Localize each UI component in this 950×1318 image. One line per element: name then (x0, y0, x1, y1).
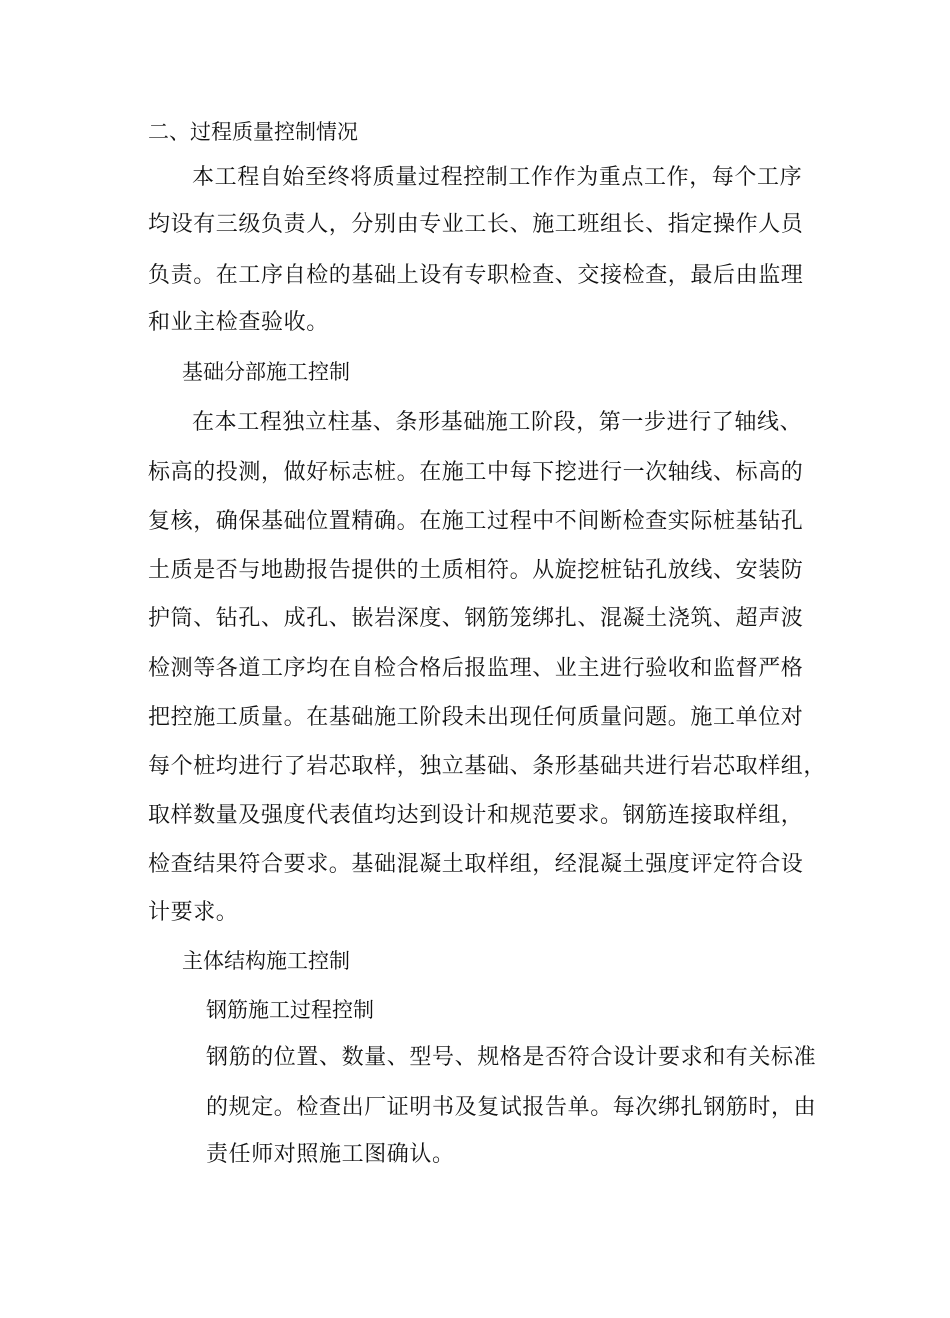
subsection-heading: 主体结构施工控制 (182, 949, 350, 973)
paragraph-line: 本工程自始至终将质量过程控制工作作为重点工作，每个工序 (192, 165, 803, 190)
paragraph-line: 土质是否与地勘报告提供的土质相符。从旋挖桩钻孔放线、安装防 (148, 558, 804, 583)
paragraph-line: 在本工程独立柱基、条形基础施工阶段，第一步进行了轴线、 (192, 410, 803, 435)
paragraph-line: 责任师对照施工图确认。 (206, 1142, 455, 1167)
paragraph-line: 检查结果符合要求。基础混凝土取样组，经混凝土强度评定符合设 (148, 852, 804, 877)
paragraph-line: 护筒、钻孔、成孔、嵌岩深度、钢筋笼绑扎、混凝土浇筑、超声波 (148, 606, 804, 631)
paragraph-line: 把控施工质量。在基础施工阶段未出现任何质量问题。施工单位对 (148, 705, 804, 730)
paragraph-line: 均设有三级负责人，分别由专业工长、施工班组长、指定操作人员 (148, 212, 804, 237)
paragraph-line: 复核，确保基础位置精确。在施工过程中不间断检查实际桩基钻孔 (148, 509, 804, 534)
subsection-heading: 基础分部施工控制 (182, 360, 350, 384)
subsection-heading: 钢筋施工过程控制 (206, 998, 374, 1022)
paragraph-line: 取样数量及强度代表值均达到设计和规范要求。钢筋连接取样组， (148, 803, 804, 828)
paragraph-line: 检测等各道工序均在自检合格后报监理、业主进行验收和监督严格 (148, 656, 804, 681)
section-heading: 二、过程质量控制情况 (148, 120, 358, 144)
paragraph-line: 负责。在工序自检的基础上设有专职检查、交接检查，最后由监理 (148, 263, 804, 288)
paragraph-line: 标高的投测，做好标志桩。在施工中每下挖进行一次轴线、标高的 (148, 460, 804, 485)
paragraph-line: 和业主检查验收。 (148, 310, 329, 335)
paragraph-line: 的规定。检查出厂证明书及复试报告单。每次绑扎钢筋时，由 (206, 1095, 817, 1120)
paragraph-line: 每个桩均进行了岩芯取样，独立基础、条形基础共进行岩芯取样组， (148, 754, 827, 779)
paragraph-line: 计要求。 (148, 900, 239, 925)
paragraph-line: 钢筋的位置、数量、型号、规格是否符合设计要求和有关标准 (206, 1045, 817, 1070)
